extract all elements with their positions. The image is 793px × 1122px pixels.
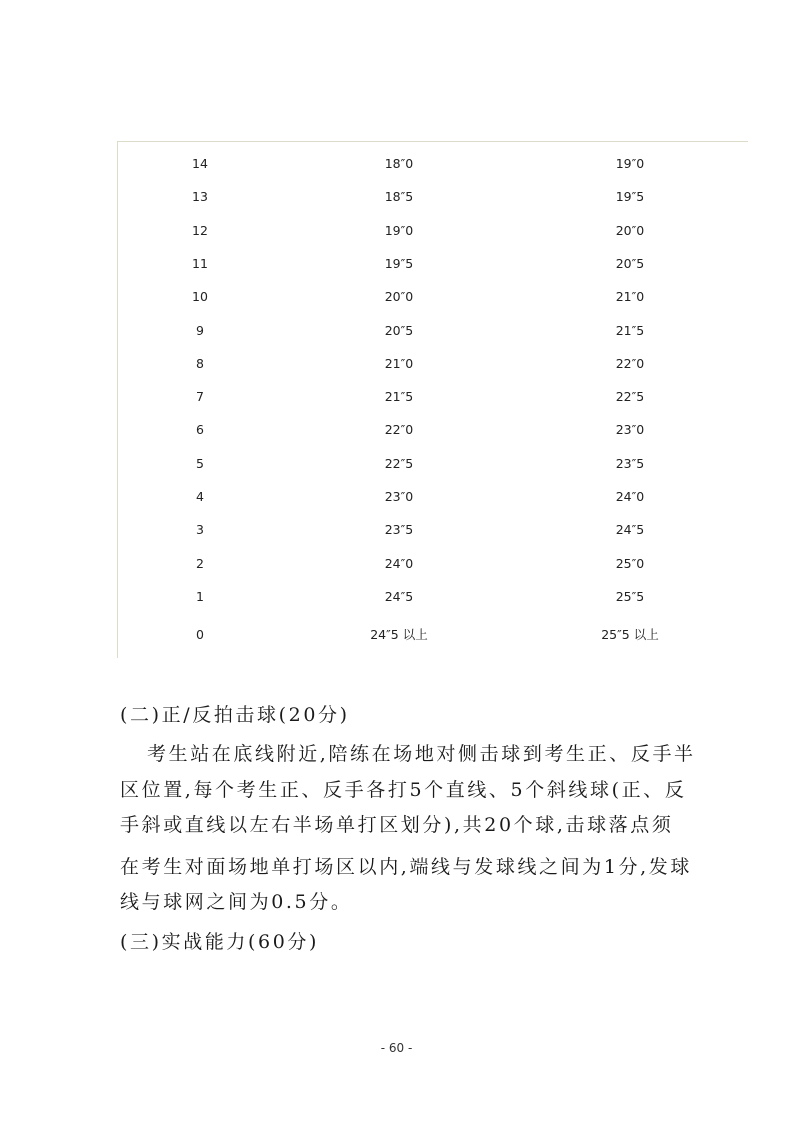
table-row [118,518,748,542]
table-row [118,319,748,343]
female-time-cell: 25″0 [615,556,645,571]
score-table [117,141,748,658]
male-time-cell: 22″0 [384,422,414,437]
female-time-cell: 22″5 [615,389,645,404]
male-time-cell: 20″5 [384,323,414,338]
score-cell: 14 [192,156,208,171]
female-time-cell: 23″0 [615,422,645,437]
table-row [118,385,748,409]
female-time-cell: 24″5 [615,522,645,537]
female-time-cell: 25″5 以上 [601,627,659,642]
score-cell: 5 [196,456,204,471]
score-cell: 10 [192,289,208,304]
page-number: - 60 - [380,1041,413,1055]
male-time-cell: 18″0 [384,156,414,171]
table-row [118,485,748,509]
score-cell: 3 [196,522,204,537]
male-time-cell: 24″0 [384,556,414,571]
male-time-cell: 20″0 [384,289,414,304]
female-time-cell: 19″5 [615,189,645,204]
section3-heading: (三)实战能力(60分) [120,931,320,953]
table-row [118,352,748,376]
score-cell: 6 [196,422,204,437]
female-time-cell: 25″5 [615,589,645,604]
male-time-cell: 22″5 [384,456,414,471]
female-time-cell: 24″0 [615,489,645,504]
male-time-cell: 24″5 [384,589,414,604]
male-time-cell: 21″5 [384,389,414,404]
female-time-cell: 23″5 [615,456,645,471]
score-cell: 9 [196,323,204,338]
male-time-cell: 21″0 [384,356,414,371]
female-time-cell: 19″0 [615,156,645,171]
section2-line-4: 在考生对面场地单打场区以内,端线与发球线之间为1分,发球 [120,856,692,878]
table-row [118,185,748,209]
score-cell: 11 [192,256,208,271]
score-cell: 12 [192,223,208,238]
score-cell: 2 [196,556,204,571]
female-time-cell: 22″0 [615,356,645,371]
female-time-cell: 20″5 [615,256,645,271]
table-row [118,152,748,176]
table-row [118,452,748,476]
section2-line-3: 手斜或直线以左右半场单打区划分),共20个球,击球落点须 [120,814,674,836]
male-time-cell: 19″0 [384,223,414,238]
table-row [118,623,748,647]
table-row [118,285,748,309]
table-row [118,585,748,609]
score-cell: 8 [196,356,204,371]
section2-line-2: 区位置,每个考生正、反手各打5个直线、5个斜线球(正、反 [120,779,687,801]
section2-line-5: 线与球网之间为0.5分。 [120,891,353,913]
section2-heading: (二)正/反拍击球(20分) [120,704,350,726]
male-time-cell: 23″5 [384,522,414,537]
score-cell: 13 [192,189,208,204]
score-cell: 7 [196,389,204,404]
male-time-cell: 23″0 [384,489,414,504]
female-time-cell: 21″0 [615,289,645,304]
score-cell: 0 [196,627,204,642]
table-row [118,252,748,276]
female-time-cell: 21″5 [615,323,645,338]
female-time-cell: 20″0 [615,223,645,238]
male-time-cell: 18″5 [384,189,414,204]
score-cell: 1 [196,589,204,604]
male-time-cell: 19″5 [384,256,414,271]
table-row [118,418,748,442]
score-cell: 4 [196,489,204,504]
section2-line-1: 考生站在底线附近,陪练在场地对侧击球到考生正、反手半 [147,743,696,765]
male-time-cell: 24″5 以上 [370,627,428,642]
table-row [118,552,748,576]
table-row [118,219,748,243]
